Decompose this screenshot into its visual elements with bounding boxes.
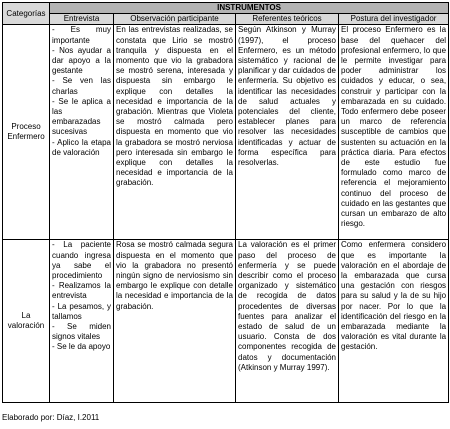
list-item: - Se le aplica a las embarazadas sucesivas [52,96,111,137]
column-header-entrevista: Entrevista [50,14,114,25]
column-header-postura: Postura del investigador [339,14,449,25]
column-header-referentes: Referentes teóricos [236,14,339,25]
postura-cell: El proceso Enfermero es la base del quehacer del profesional enfermero, lo que le permite investigar para poder administrar los cuidados y educar, o sea, construir y participar con la embarazada en su cuidado. Todo enfermero debe poseer un marco de referencia susceptible de cambios que sustenten su actuación en la práctica diaria. Para efectos de este estudio fue formulado como marco de referencia el mejoramiento continuo del proceso de cuidado en las gestantes que cursan un embarazo de alto riesgo. [339,25,449,240]
observacion-cell: Rosa se mostró calmada segura dispuesta en el momento que vio la grabadora no presentó ningún signo de nerviosismo sin embargo le explique con detalle la necesidad e importancia de la grabación. [114,240,236,403]
list-item: - La paciente cuando ingresa ya sabe el procedimiento [52,240,111,281]
table-row [3,25,449,240]
list-item: - Aplico la etapa de valoración [52,137,111,157]
category-cell: La valoración [3,240,50,403]
source-footer: Elaborado por: Díaz, I.2011 [2,413,100,422]
list-item: - Realizamos la entrevista [52,281,111,301]
header-categorias: Categorías [3,3,50,25]
list-item: - Se miden signos vitales [52,322,111,342]
referentes-cell: La valoración es el primer paso del proceso de enfermería y se puede describir como el proceso organizado y sistemático de recogida de datos procedentes de diversas fuentes para analizar el estado de salud de un usuario. Consta de dos componentes recogida de datos y documentación (Atkinson y Murray 1997). [236,240,339,403]
entrevista-cell [50,25,114,240]
table-row [3,240,449,403]
category-cell: Proceso Enfermero [3,25,50,240]
entrevista-cell [50,240,114,403]
postura-cell: Como enfermera considero que es importante la valoración en el abordaje de la embarazada que cursa una gestación con riesgos para su salud y la de su hijo por nacer. Por lo que la identificación del riesgo en la embarazada mediante la valoración es vital durante la gestación. [339,240,449,403]
instruments-table [2,2,449,403]
header-instrumentos: INSTRUMENTOS [50,3,449,14]
list-item: - La pesamos, y tallamos [52,301,111,321]
list-item: - Se le da apoyo [52,342,111,352]
list-item: - Nos ayudar a dar apoyo a la gestante [52,45,111,76]
column-header-observacion: Observación participante [114,14,236,25]
referentes-cell: Según Atkinson y Murray (1997), el proceso Enfermero, es un método sistemático y racional de planificar y dar cuidados de enfermería. Su objetivo es identificar las necesidades de salud actuales y potenciales del cliente, establecer planes para resolver las necesidades identificadas y actuar de forma específica para resolverlas. [236,25,339,240]
list-item: - Se ven las charlas [52,76,111,96]
list-item: - Es muy importante [52,25,111,45]
observacion-cell: En las entrevistas realizadas, se constata que Lirio se mostró tranquila y dispuesta en el momento que vio la grabadora se mostró serena, interesada y dispuesta sin embargo le explique con detalles la necesidad e importancia de la grabación. Mientras que Violeta se mostró calmada pero dispuesta en momento que vio la grabadora se mostró nerviosa pero interesada sin embargo le explique con detalles la necesidad e importancia de la grabación. [114,25,236,240]
